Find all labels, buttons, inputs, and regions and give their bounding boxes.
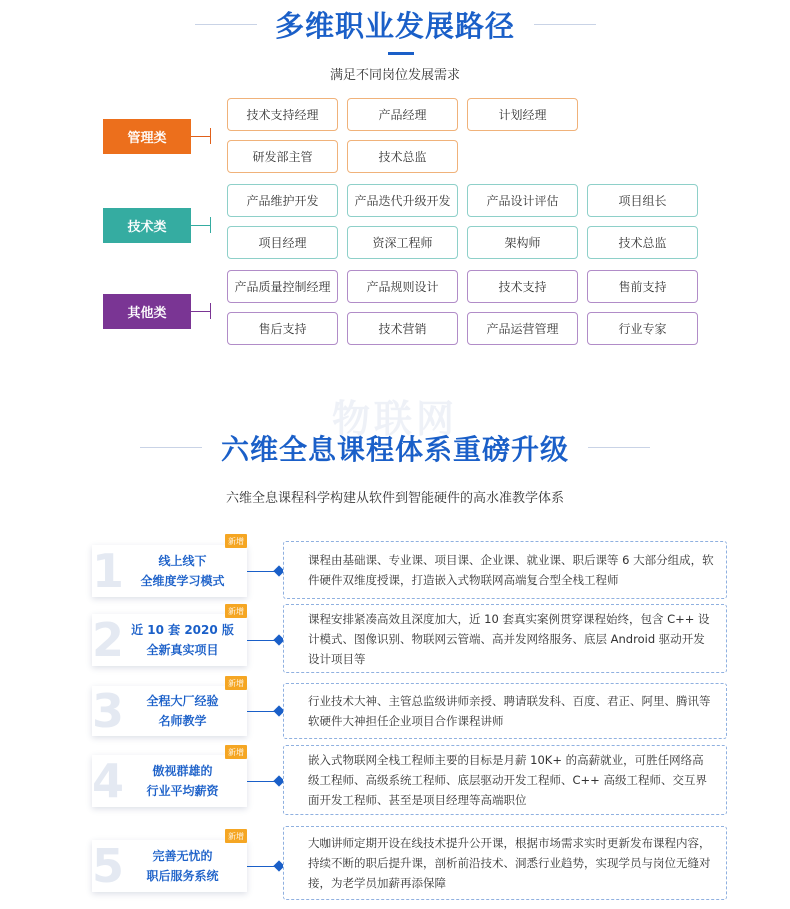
new-badge: 新增 bbox=[225, 829, 247, 843]
role-card: 技术营销 bbox=[347, 312, 458, 345]
role-card: 产品质量控制经理 bbox=[227, 270, 338, 303]
feature-card-3 bbox=[92, 686, 247, 736]
role-card: 架构师 bbox=[467, 226, 578, 259]
new-badge: 新增 bbox=[225, 745, 247, 759]
feature-card-2 bbox=[92, 614, 247, 666]
curriculum-title: 六维全息课程体系重磅升级 bbox=[220, 433, 569, 466]
role-card: 售后支持 bbox=[227, 312, 338, 345]
role-card: 技术支持 bbox=[467, 270, 578, 303]
role-card: 产品规则设计 bbox=[347, 270, 458, 303]
feature-description-3: 行业技术大神、主管总监级讲师亲授、聘请联发科、百度、君正、阿里、腾讯等软硬件大神担任企业项目合作课程讲师 bbox=[283, 683, 727, 739]
feature-description-5: 大咖讲师定期开设在线技术提升公开课，根据市场需求实时更新发布课程内容，持续不断的职后提升课，剖析前沿技术、洞悉行业趋势，实现学员与岗位无缝对接，为老学员加薪再添保障 bbox=[283, 826, 727, 900]
role-card: 技术总监 bbox=[587, 226, 698, 259]
feature-label: 近 10 套 2020 版 全新真实项目 bbox=[131, 623, 234, 657]
role-card: 产品设计评估 bbox=[467, 184, 578, 217]
category-technical: 技术类 bbox=[103, 208, 191, 243]
role-card: 技术总监 bbox=[347, 140, 458, 173]
feature-card-4 bbox=[92, 755, 247, 807]
feature-number: 1 bbox=[92, 545, 125, 597]
iot-watermark: 物联网 bbox=[331, 397, 458, 441]
feature-description-2: 课程安排紧凑高效且深度加大，近 10 套真实案例贯穿课程始终，包含 C++ 设计模式、图像识别、物联网云管端、高并发网络服务、底层 Android 驱动开发设计项目等 bbox=[283, 604, 727, 673]
title-underline bbox=[388, 52, 414, 55]
feature-label: 全程大厂经验 名师教学 bbox=[146, 694, 219, 728]
category-other-connector bbox=[191, 311, 211, 312]
curriculum-subtitle: 六维全息课程科学构建从软件到智能硬件的高水准教学体系 bbox=[225, 491, 564, 506]
category-technical-connector bbox=[191, 225, 211, 226]
role-card: 售前支持 bbox=[587, 270, 698, 303]
new-badge: 新增 bbox=[225, 534, 247, 548]
feature-number: 5 bbox=[92, 840, 125, 892]
role-card: 行业专家 bbox=[587, 312, 698, 345]
role-card: 产品迭代升级开发 bbox=[347, 184, 458, 217]
role-card: 计划经理 bbox=[467, 98, 578, 131]
feature-label: 傲视群雄的 行业平均薪资 bbox=[146, 764, 219, 798]
feature-number: 2 bbox=[92, 614, 125, 666]
feature-number: 4 bbox=[92, 755, 125, 807]
career-path-title: 多维职业发展路径 bbox=[274, 9, 515, 43]
feature-card-5 bbox=[92, 840, 247, 892]
role-card: 产品维护开发 bbox=[227, 184, 338, 217]
new-badge: 新增 bbox=[225, 676, 247, 690]
category-other-tick bbox=[210, 303, 211, 319]
feature-label: 完善无忧的 职后服务系统 bbox=[146, 849, 219, 883]
new-badge: 新增 bbox=[225, 604, 247, 618]
role-card: 研发部主管 bbox=[227, 140, 338, 173]
role-card: 产品经理 bbox=[347, 98, 458, 131]
category-management: 管理类 bbox=[103, 119, 191, 154]
feature-label: 线上线下 全维度学习模式 bbox=[140, 554, 225, 588]
role-card: 项目经理 bbox=[227, 226, 338, 259]
feature-number: 3 bbox=[92, 686, 125, 736]
title2-right-line bbox=[588, 447, 650, 448]
title-right-line bbox=[534, 24, 596, 25]
feature-description-1: 课程由基础课、专业课、项目课、企业课、就业课、职后课等 6 大部分组成，软件硬件双维度授课，打造嵌入式物联网高端复合型全栈工程师 bbox=[283, 541, 727, 599]
category-other: 其他类 bbox=[103, 294, 191, 329]
feature-description-4: 嵌入式物联网全栈工程师主要的目标是月薪 10K+ 的高薪就业，可胜任网络高级工程师、高级系统工程师、底层驱动开发工程师、C++ 高级工程师、交互界面开发工程师、甚至是项目经理等高端职位 bbox=[283, 745, 727, 815]
feature-card-1 bbox=[92, 545, 247, 597]
role-card: 产品运营管理 bbox=[467, 312, 578, 345]
category-technical-tick bbox=[210, 217, 211, 233]
category-management-tick bbox=[210, 128, 211, 144]
role-card: 项目组长 bbox=[587, 184, 698, 217]
role-card: 资深工程师 bbox=[347, 226, 458, 259]
role-card: 技术支持经理 bbox=[227, 98, 338, 131]
category-management-connector bbox=[191, 136, 211, 137]
career-path-subtitle: 满足不同岗位发展需求 bbox=[329, 68, 460, 83]
